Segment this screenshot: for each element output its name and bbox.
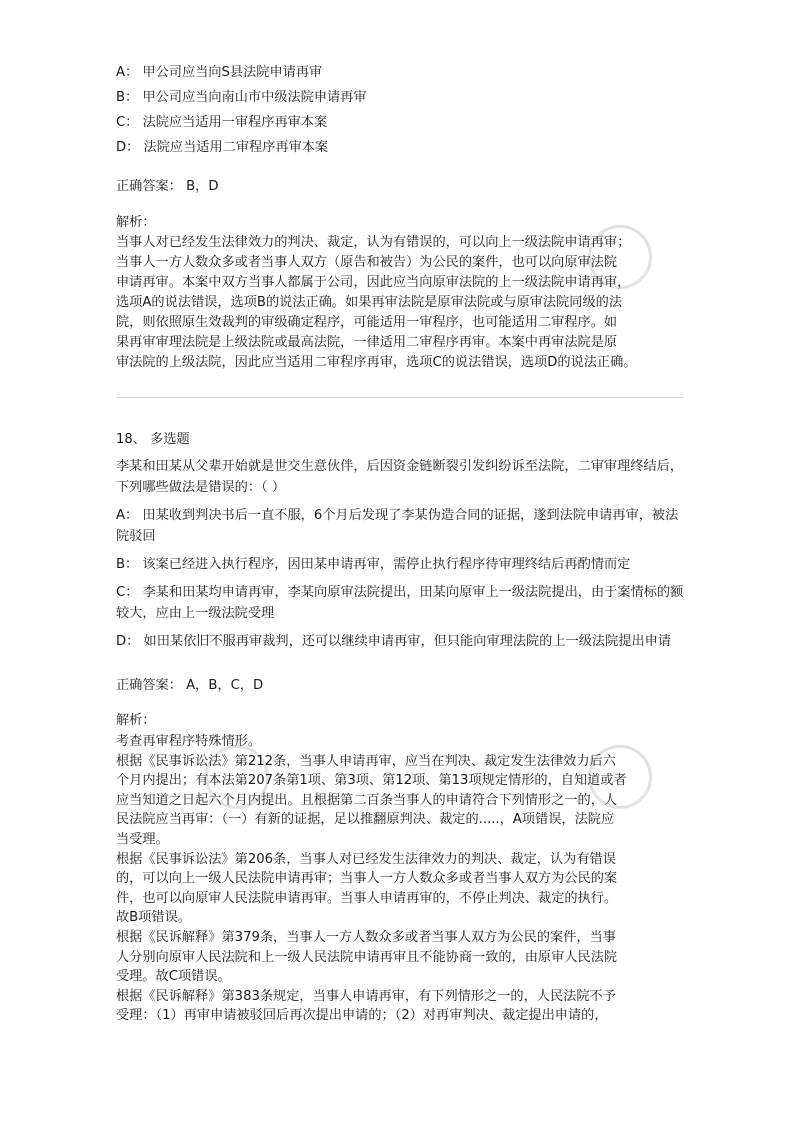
analysis-line: 的，可以向上一级人民法院申请再审；当事人一方人数众多或者当事人双方为公民的案: [116, 871, 618, 887]
analysis-line: 根据《民诉解释》第383条规定，当事人申请再审，有下列情形之一的，人民法院不予: [116, 988, 616, 1004]
option-a: A： 甲公司应当向S县法院申请再审: [116, 65, 323, 80]
analysis-line: 应当知道之日起六个月内提出。且根据第二百条当事人的申请符合下列情形之一的，人: [116, 792, 618, 808]
correct-answer: 正确答案： A，B，C，D: [116, 678, 264, 693]
analysis-line: 受理：（1）再审申请被驳回后再次提出申请的；（2）对再审判决、裁定提出申请的，: [116, 1008, 608, 1024]
option-b: B： 该案已经进入执行程序，因田某申请再审，需停止执行程序待审理终结后再酌情而定: [116, 557, 631, 572]
question-header: 18、 多选题: [116, 432, 190, 447]
analysis-line: 果再审审理法院是上级法院或最高法院，一律适用二审程序再审。本案中再审法院是原: [116, 335, 618, 350]
analysis-text: [116, 233, 686, 373]
analysis-line: 民法院应当再审：（一）有新的证据，足以推翻原判决、裁定的.....，A项错误，法院应: [116, 812, 615, 828]
analysis-label: 解析：: [116, 215, 156, 230]
analysis-line: 当事人对已经发生法律效力的判决、裁定，认为有错误的，可以向上一级法院申请再审；: [116, 235, 631, 250]
analysis-line: 当受理。: [116, 831, 169, 847]
analysis-line: 根据《民事诉讼法》第212条，当事人申请再审，应当在判决、裁定发生法律效力后六: [116, 753, 616, 769]
analysis-line: 件，也可以向原审人民法院申请再审。当事人申请再审的，不停止判决、裁定的执行。: [116, 890, 618, 906]
question-18-block: [116, 426, 686, 1026]
option-d: D： 法院应当适用二审程序再审本案: [116, 140, 329, 155]
analysis-label: 解析：: [116, 713, 156, 728]
analysis-line: 根据《民诉解释》第379条，当事人一方人数众多或者当事人双方为公民的案件，当事: [116, 929, 616, 945]
option-c: C： 李某和田某均申请再审，李某向原审法院提出，田某向原审上一级法院提出，由于案情标的额较大，应由上一级法院受理: [116, 585, 684, 621]
analysis-line: 当事人一方人数众多或者当事人双方（原告和被告）为公民的案件，也可以向原审法院: [116, 255, 618, 270]
analysis-line: 人分别向原审人民法院和上一级人民法院申请再审且不能协商一致的，由原审人民法院: [116, 949, 618, 965]
analysis-line: 个月内提出；有本法第207条第1项、第3项、第12项、第13项规定情形的，自知道或者: [116, 773, 627, 789]
analysis-line: 审法院的上级法院，因此应当适用二审程序再审，选项C的说法错误，选项D的说法正确。: [116, 355, 637, 370]
option-c: C： 法院应当适用一审程序再审本案: [116, 115, 328, 130]
analysis-text: [116, 732, 686, 1026]
section-divider: [116, 397, 684, 398]
analysis-line: 根据《民事诉讼法》第206条，当事人对已经发生法律效力的判决、裁定，认为有错误: [116, 851, 616, 867]
analysis-line: 选项A的说法错误，选项B的说法正确。如果再审法院是原审法院或与原审法院同级的法: [116, 295, 623, 310]
analysis-line: 受理。故C项错误。: [116, 969, 231, 985]
question-17-block: [116, 60, 686, 373]
option-b: B： 甲公司应当向南山市中级法院申请再审: [116, 90, 367, 105]
analysis-line: 申请再审。本案中双方当事人都属于公司，因此应当向原审法院的上一级法院申请再审，: [116, 275, 631, 290]
analysis-line: 考查再审程序特殊情形。: [116, 734, 262, 749]
analysis-line: 故B项错误。: [116, 910, 191, 926]
option-a: A： 田某收到判决书后一直不服，6个月后发现了李某伪造合同的证据，遂到法院申请再审，被法院驳回: [116, 508, 679, 544]
question-stem: 李某和田某从父辈开始就是世交生意伙伴，后因资金链断裂引发纠纷诉至法院，二审审理终结后，下列哪些做法是错误的：（ ）: [116, 459, 684, 495]
correct-answer: 正确答案： B，D: [116, 179, 219, 194]
analysis-line: 院，则依照原生效裁判的审级确定程序，可能适用一审程序，也可能适用二审程序。如: [116, 315, 618, 330]
option-d: D： 如田某依旧不服再审裁判，还可以继续申请再审，但只能向审理法院的上一级法院提出申请: [116, 634, 672, 649]
